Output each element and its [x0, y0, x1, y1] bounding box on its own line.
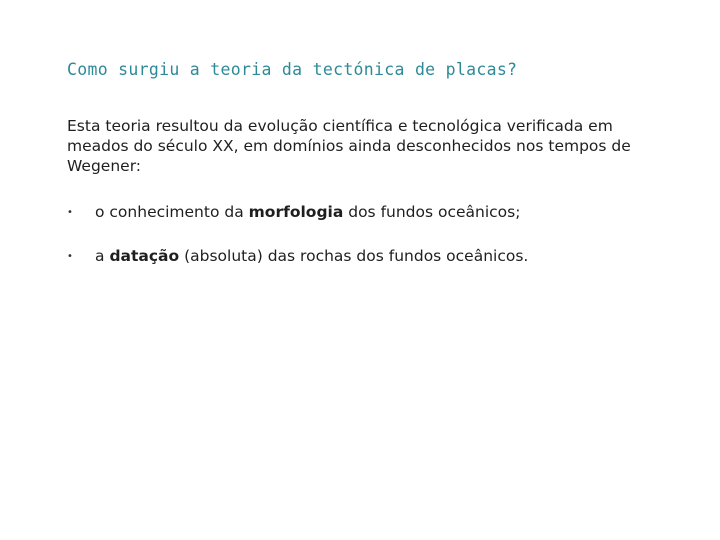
bullet-text-after: (absoluta) das rochas dos fundos oceânicos.: [179, 247, 529, 265]
bullet-text-bold: morfologia: [248, 203, 344, 221]
slide-title: Como surgiu a teoria da tectónica de placas?: [67, 60, 518, 79]
bullet-list: [67, 202, 687, 267]
bullet-text: [95, 246, 528, 267]
bullet-text-bold: datação: [109, 247, 180, 265]
bullet-item-datacao: [67, 246, 687, 267]
bullet-icon: •: [67, 251, 73, 262]
bullet-icon: •: [67, 207, 73, 218]
bullet-text-before: a: [95, 247, 110, 265]
bullet-text: [95, 202, 520, 223]
bullet-item-morfologia: [67, 202, 687, 223]
bullet-text-after: dos fundos oceânicos;: [343, 203, 521, 221]
intro-paragraph: Esta teoria resultou da evolução científica e tecnológica verificada em meados do século XX, em domínios ainda desconhecidos nos tempos de Wegener:: [67, 117, 631, 175]
bullet-text-before: o conhecimento da: [95, 203, 249, 221]
